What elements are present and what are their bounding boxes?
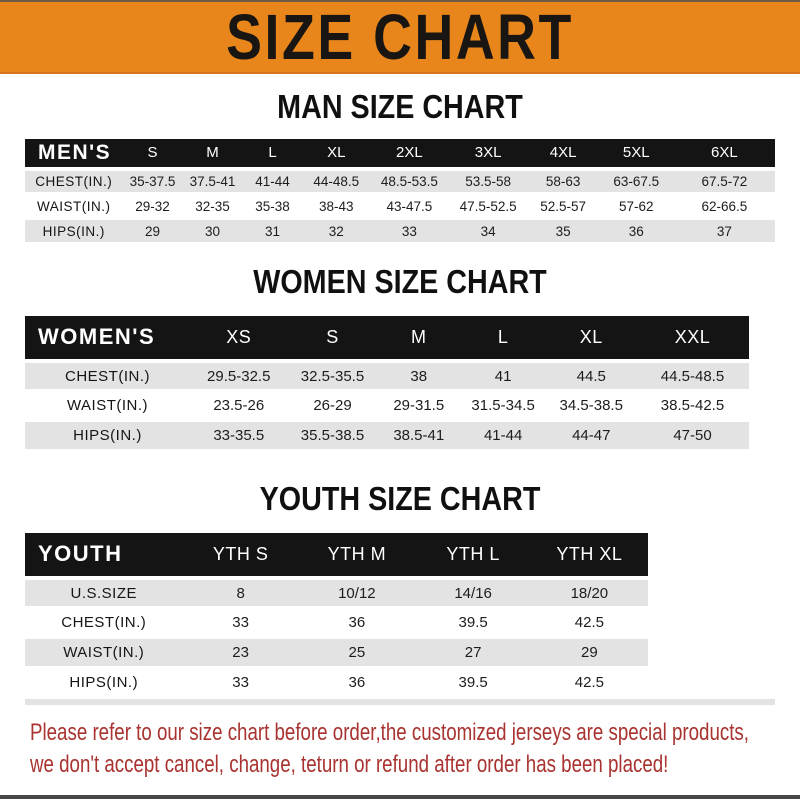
size-header-cell: S: [326, 326, 339, 347]
data-cell: 37: [716, 223, 732, 239]
data-cell: 38-43: [318, 198, 354, 214]
data-cell: 62-66.5: [701, 198, 748, 214]
data-cell: 25: [348, 644, 366, 662]
table-label-cell: YOUTH: [38, 541, 123, 567]
data-cell: 41: [494, 367, 512, 385]
data-cell: 47.5-52.5: [459, 198, 517, 214]
table-row: [25, 668, 775, 698]
row-label-cell: WAIST(IN.): [63, 644, 145, 662]
data-cell: 39.5: [458, 674, 488, 692]
table-row: [25, 578, 775, 608]
size-header-row: [25, 139, 775, 169]
data-cell: 31.5-34.5: [471, 397, 535, 415]
size-header-cell: S: [147, 144, 158, 162]
bottom-edge-bar: [0, 795, 800, 799]
table-row: [25, 421, 775, 451]
size-header-cell: 2XL: [396, 144, 423, 162]
data-cell: 14/16: [454, 584, 492, 602]
size-header-cell: M: [411, 326, 427, 347]
table-row: [25, 169, 775, 194]
size-header-cell: YTH L: [446, 543, 500, 564]
data-cell: 23.5-26: [213, 397, 265, 415]
data-cell: 30: [204, 223, 221, 239]
row-label-cell: HIPS(IN.): [42, 223, 105, 239]
data-cell: 27: [464, 644, 482, 662]
row-label-cell: HIPS(IN.): [73, 427, 142, 445]
data-cell: 10/12: [338, 584, 376, 602]
data-cell: 36: [348, 614, 366, 632]
data-cell: 33: [232, 674, 249, 692]
data-cell: 35: [555, 223, 571, 239]
size-header-cell: 5XL: [622, 144, 650, 162]
data-cell: 38.5-42.5: [660, 397, 725, 415]
data-cell: 52.5-57: [540, 198, 587, 214]
footer-note-line-1: Please refer to our size chart before order,the customized jerseys are special products,: [30, 719, 750, 747]
men-section-heading: MAN SIZE CHART: [277, 88, 523, 125]
row-label-cell: CHEST(IN.): [61, 614, 147, 632]
size-header-cell: 6XL: [711, 144, 738, 162]
data-cell: 18/20: [570, 584, 609, 602]
data-cell: 53.5-58: [465, 173, 512, 189]
data-cell: 31: [264, 223, 281, 239]
data-cell: 26-29: [313, 397, 352, 415]
data-cell: 29: [581, 644, 598, 662]
data-cell: 39.5: [458, 614, 488, 632]
table-row: [25, 391, 775, 421]
size-header-cell: XS: [226, 326, 252, 347]
data-cell: 32.5-35.5: [300, 367, 365, 385]
size-header-cell: YTH M: [327, 543, 387, 564]
data-cell: 8: [236, 584, 245, 602]
data-cell: 23: [232, 644, 249, 662]
data-cell: 42.5: [574, 674, 604, 692]
section-men: [0, 74, 800, 245]
data-cell: 29: [144, 223, 161, 239]
data-cell: 33: [401, 223, 417, 239]
data-cell: 36: [348, 674, 366, 692]
women-section-heading: WOMEN SIZE CHART: [253, 263, 547, 301]
row-label-cell: HIPS(IN.): [69, 674, 139, 692]
data-cell: 58-63: [545, 173, 581, 189]
data-cell: 44.5: [576, 367, 606, 385]
data-cell: 29-32: [135, 198, 170, 214]
data-cell: 32: [328, 223, 344, 239]
data-cell: 37.5-41: [189, 173, 236, 189]
size-header-row: [25, 533, 775, 578]
data-cell: 43-47.5: [386, 198, 433, 214]
data-cell: 36: [628, 223, 644, 239]
data-cell: 33: [232, 614, 249, 632]
size-header-cell: XL: [579, 326, 603, 347]
data-cell: 63-67.5: [613, 173, 660, 189]
size-header-cell: YTH XL: [556, 543, 623, 564]
men-size-table: [25, 139, 775, 246]
size-header-cell: L: [268, 144, 277, 162]
youth-table-bottom-strip: [25, 699, 775, 705]
table-row: [25, 194, 775, 219]
footer-note: [30, 717, 800, 781]
women-size-table: [25, 316, 775, 453]
data-cell: 41-44: [483, 427, 523, 445]
row-label-cell: CHEST(IN.): [65, 367, 150, 385]
size-header-cell: L: [497, 326, 509, 347]
data-cell: 42.5: [574, 614, 604, 632]
data-cell: 44.5-48.5: [660, 367, 725, 385]
section-youth: [0, 452, 800, 705]
banner-title: SIZE CHART: [226, 1, 574, 73]
data-cell: 47-50: [673, 427, 712, 445]
data-cell: 35-37.5: [129, 173, 176, 189]
banner: [0, 0, 800, 74]
data-cell: 67.5-72: [701, 173, 748, 189]
data-cell: 33-35.5: [213, 427, 265, 445]
size-header-cell: 4XL: [549, 144, 577, 162]
data-cell: 35.5-38.5: [300, 427, 365, 445]
data-cell: 32-35: [195, 198, 230, 214]
row-label-cell: WAIST(IN.): [66, 397, 149, 415]
size-header-row: [25, 316, 775, 361]
youth-size-table: [25, 533, 775, 700]
data-cell: 35-38: [255, 198, 290, 214]
data-cell: 44-48.5: [313, 173, 360, 189]
data-cell: 29.5-32.5: [207, 367, 271, 385]
data-cell: 34.5-38.5: [559, 397, 623, 415]
size-header-cell: YTH S: [212, 543, 269, 564]
row-label-cell: CHEST(IN.): [35, 173, 113, 189]
data-cell: 34: [480, 223, 496, 239]
data-cell: 41-44: [255, 173, 290, 189]
footer-note-line-2: we don't accept cancel, change, teturn or refund after order has been placed!: [30, 751, 669, 779]
row-label-cell: U.S.SIZE: [70, 584, 137, 602]
data-cell: 38: [410, 367, 428, 385]
data-cell: 29-31.5: [393, 397, 445, 415]
size-header-cell: 3XL: [474, 144, 502, 162]
table-row: [25, 638, 775, 668]
row-label-cell: WAIST(IN.): [37, 198, 111, 214]
table-label-cell: WOMEN'S: [38, 324, 156, 350]
table-label-cell: MEN'S: [38, 140, 112, 164]
size-header-cell: XXL: [674, 326, 711, 347]
size-header-cell: M: [206, 144, 219, 162]
table-row: [25, 608, 775, 638]
table-row: [25, 219, 775, 244]
data-cell: 44-47: [572, 427, 611, 445]
data-cell: 57-62: [618, 198, 654, 214]
youth-section-heading: YOUTH SIZE CHART: [259, 480, 541, 518]
size-header-cell: XL: [327, 144, 346, 162]
table-row: [25, 361, 775, 391]
section-women: [0, 245, 800, 452]
data-cell: 38.5-41: [393, 427, 445, 445]
data-cell: 48.5-53.5: [380, 173, 438, 189]
